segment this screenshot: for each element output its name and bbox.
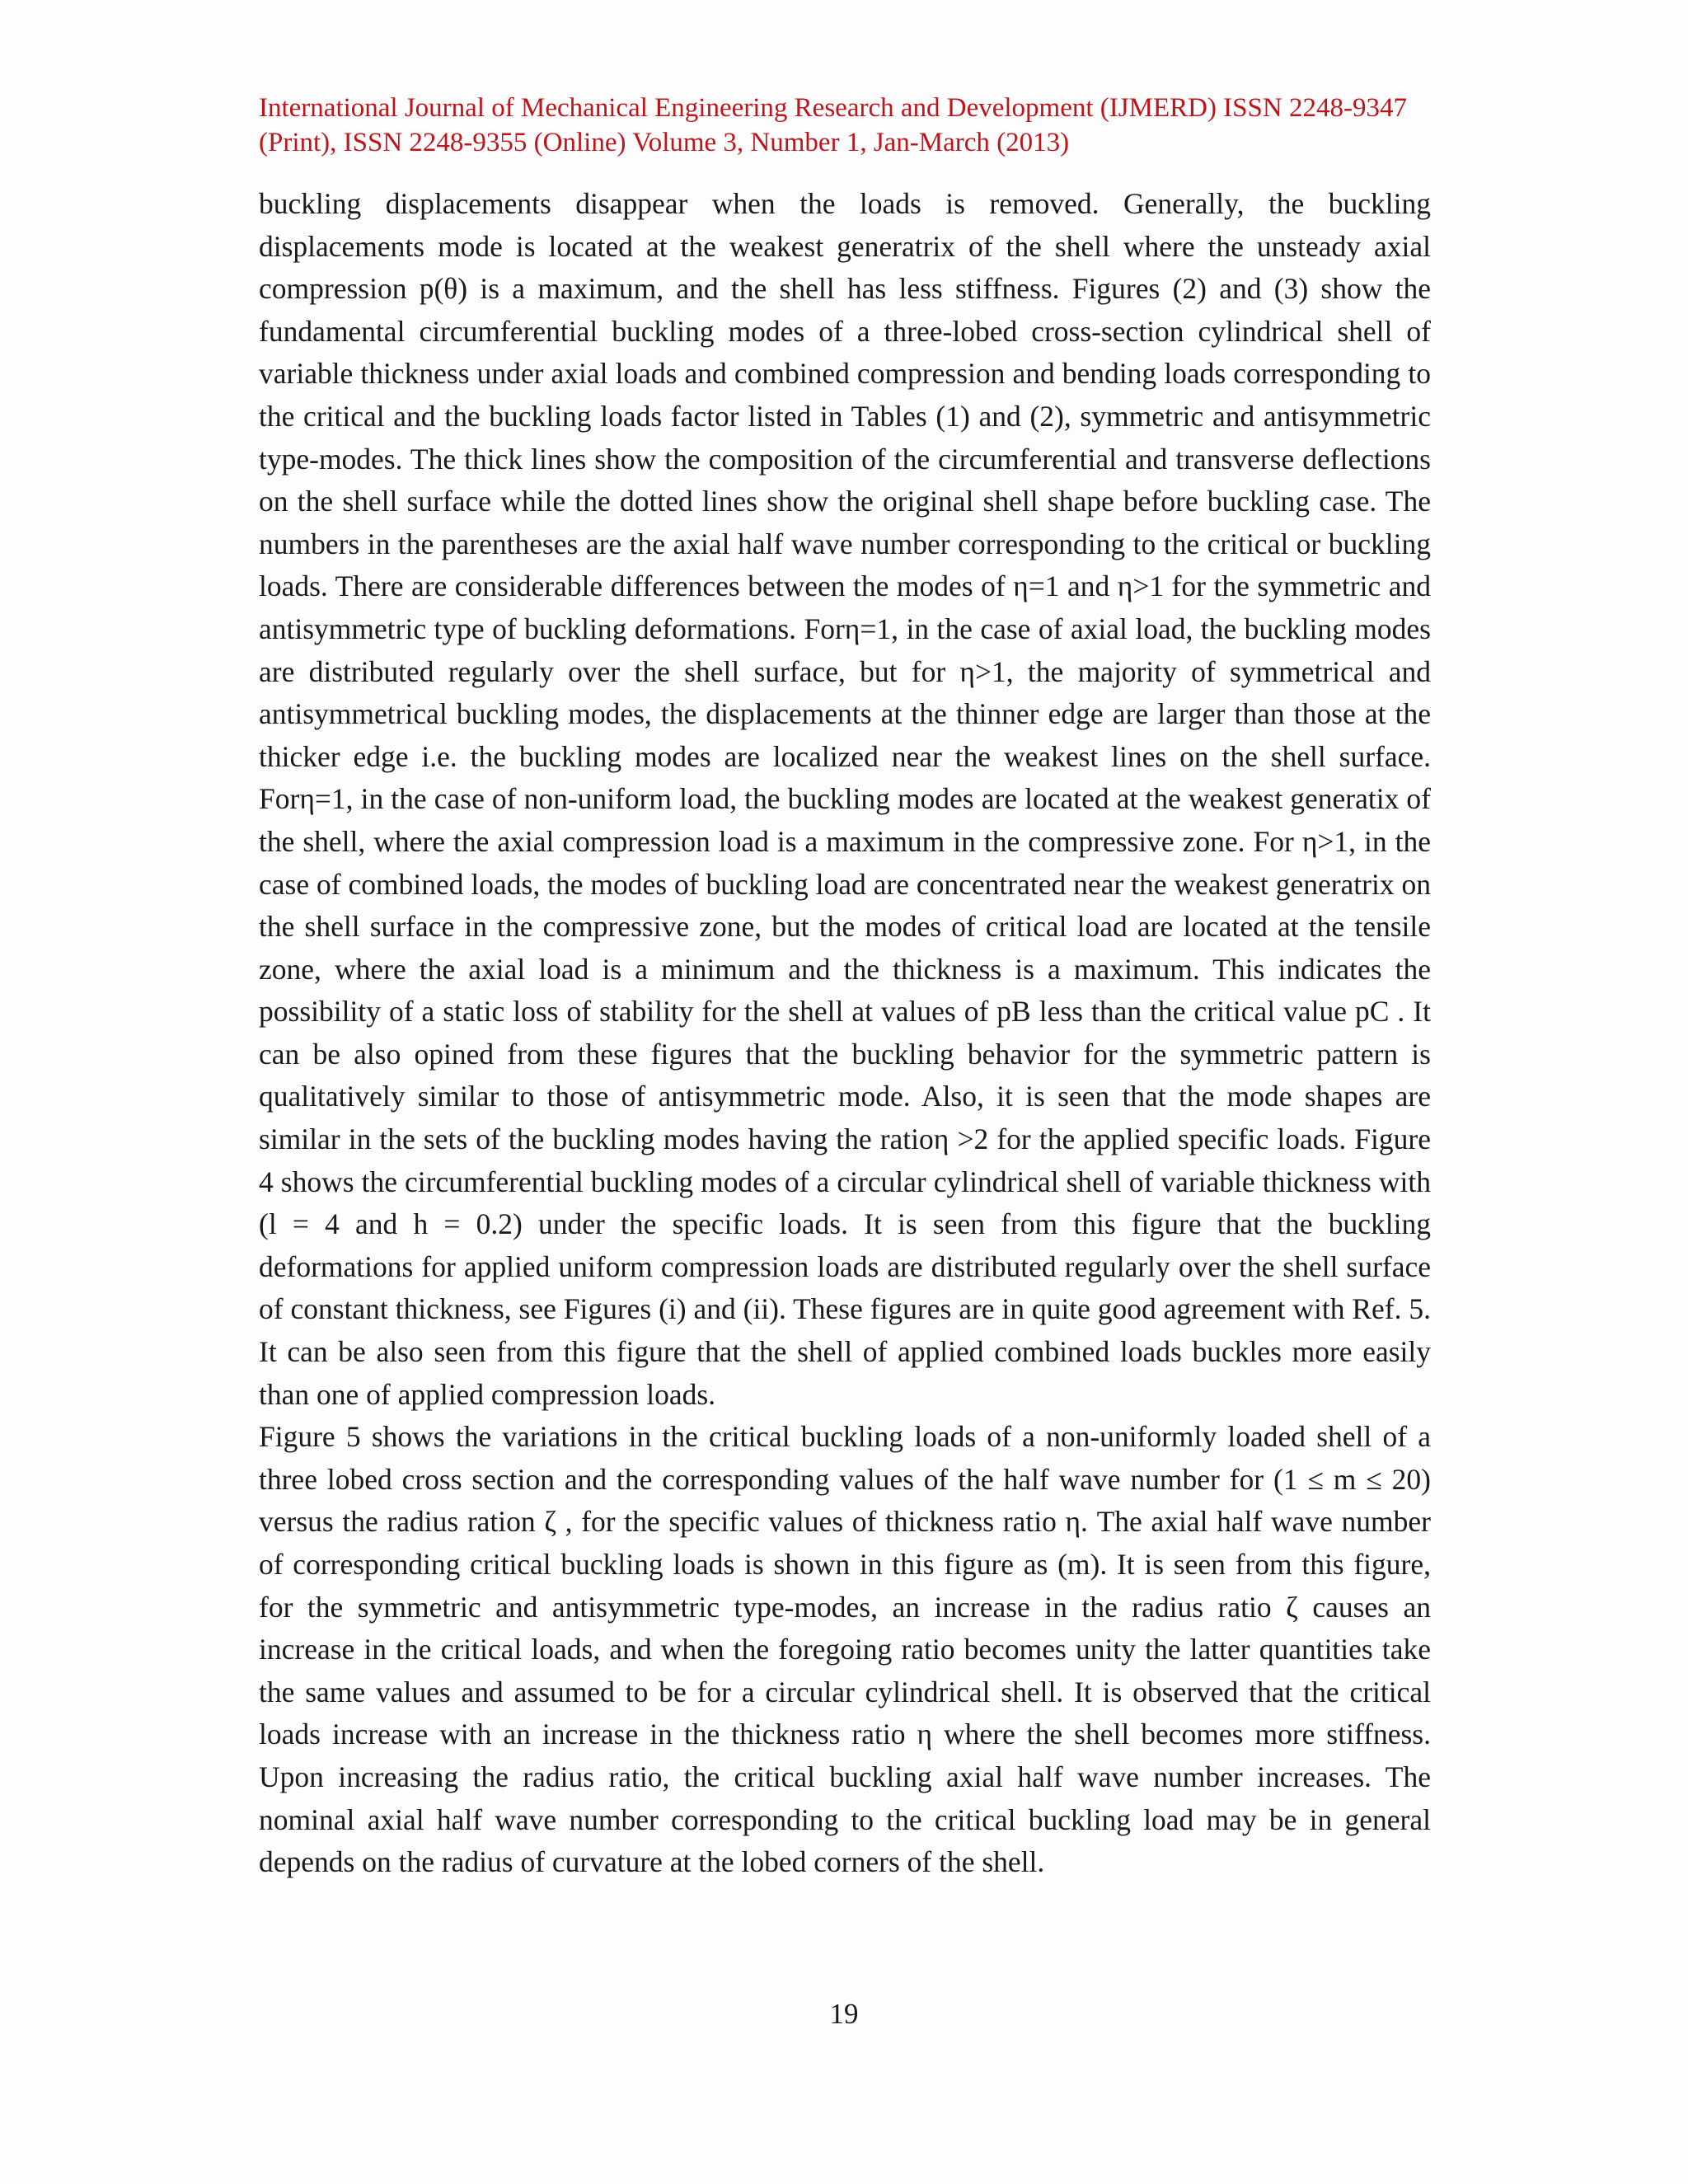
paragraph: Figure 5 shows the variations in the critical buckling loads of a non-uniformly loaded shell of a three lobed cross section and the corresponding values of the half wave number for (1 ≤ m ≤ 20) versus the radius ration ζ , for the specific values of thickness ratio η. The axial half wave number of corresponding critical buckling loads is shown in this figure as (m). It is seen from this figure, for the symmetric and antisymmetric type-modes, an increase in the radius ratio ζ causes an increase in the critical loads, and when the foregoing ratio becomes unity the latter quantities take the same values and assumed to be for a circular cylindrical shell. It is observed that the critical loads increase with an increase in the thickness ratio η where the shell becomes more stiffness. Upon increasing the radius ratio, the critical buckling axial half wave number increases. The nominal axial half wave number corresponding to the critical buckling load may be in general depends on the radius of curvature at the lobed corners of the shell. — [259, 1420, 1431, 1879]
paragraph: buckling displacements disappear when the loads is removed. Generally, the buckling displacements mode is located at the weakest generatrix of the shell where the unsteady axial compression p(θ) is a maximum, and the shell has less stiffness. Figures (2) and (3) show the fundamental circumferential buckling modes of a three-lobed cross-section cylindrical shell of variable thickness under axial loads and combined compression and bending loads corresponding to the critical and the buckling loads factor listed in Tables (1) and (2), symmetric and antisymmetric type-modes. The thick lines show the composition of the circumferential and transverse deflections on the shell surface while the dotted lines show the original shell shape before buckling case. The numbers in the parentheses are the axial half wave number corresponding to the critical or buckling loads. There are considerable differences between the modes of η=1 and η>1 for the symmetric and antisymmetric type of buckling deformations. Forη=1, in the case of axial load, the buckling modes are distributed regularly over the shell surface, but for η>1, the majority of symmetrical and antisymmetrical buckling modes, the displacements at the thinner edge are larger than those at the thicker edge i.e. the buckling modes are localized near the weakest lines on the shell surface. Forη=1, in the case of non-uniform load, the buckling modes are located at the weakest generatix of the shell, where the axial compression load is a maximum in the compressive zone. For η>1, in the case of combined loads, the modes of buckling load are concentrated near the weakest generatrix on the shell surface in the compressive zone, but the modes of critical load are located at the tensile zone, where the axial load is a minimum and the thickness is a maximum. This indicates the possibility of a static loss of stability for the shell at values of pB less than the critical value pC . It can be also opined from these figures that the buckling behavior for the symmetric pattern is qualitatively similar to those of antisymmetric mode. Also, it is seen that the mode shapes are similar in the sets of the buckling modes having the ratioη >2 for the applied specific loads. Figure 4 shows the circumferential buckling modes of a circular cylindrical shell of variable thickness with (l = 4 and h = 0.2) under the specific loads. It is seen from this figure that the buckling deformations for applied uniform compression loads are distributed regularly over the shell surface of constant thickness, see Figures (i) and (ii). These figures are in quite good agreement with Ref. 5. It can be also seen from this figure that the shell of applied combined loads buckles more easily than one of applied compression loads. — [259, 187, 1431, 1411]
journal-header: International Journal of Mechanical Engineering Research and Development (IJMERD) ISSN 2248-9347 (Print), ISSN 2248-9355 (Online) Volume 3, Number 1, Jan-March (2013) — [259, 93, 1407, 157]
body-text — [259, 183, 1431, 1884]
page-number: 19 — [829, 1998, 859, 2030]
